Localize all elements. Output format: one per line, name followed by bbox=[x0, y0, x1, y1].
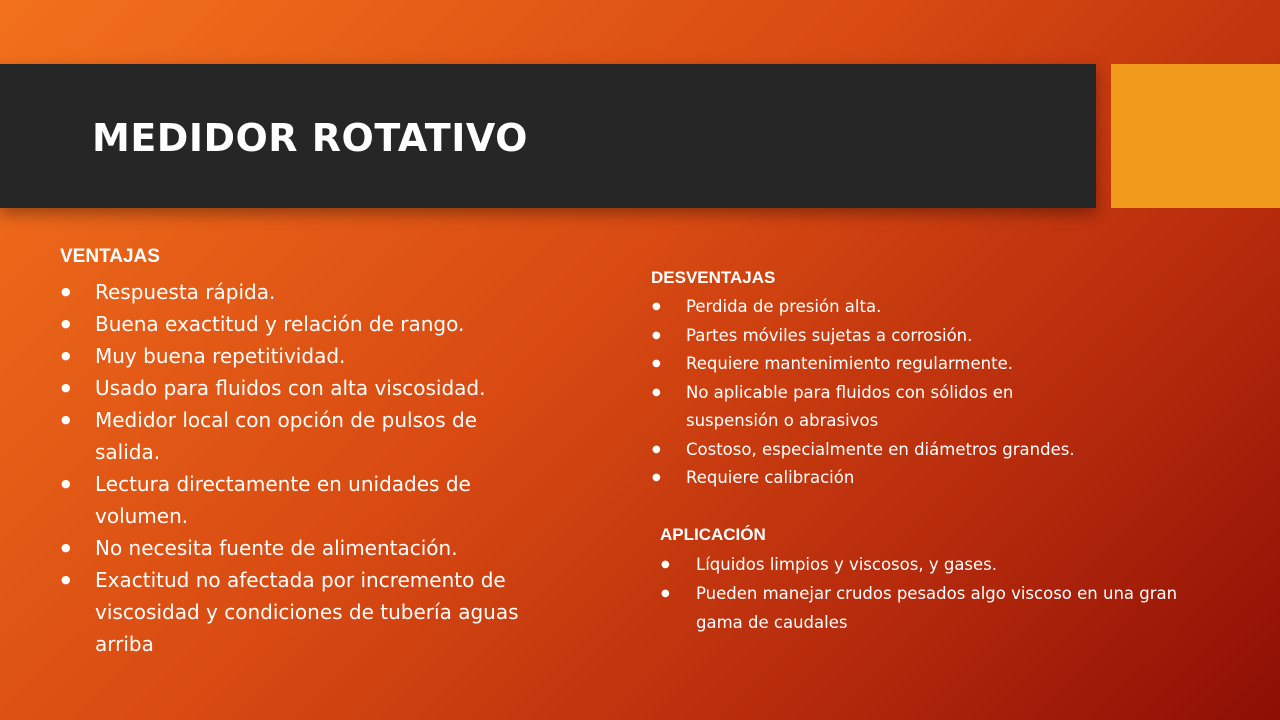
ventajas-item: ● Buena exactitud y relación de rango. bbox=[60, 308, 560, 340]
slide-title: MEDIDOR ROTATIVO bbox=[92, 116, 528, 160]
accent-square bbox=[1111, 64, 1280, 208]
ventajas-item: ● No necesita fuente de alimentación. bbox=[60, 532, 560, 564]
desventajas-item: ● Requiere mantenimiento regularmente. bbox=[651, 350, 1171, 379]
ventajas-item: ● Medidor local con opción de pulsos de salida. bbox=[60, 404, 535, 468]
aplicacion-heading: APLICACIÓN bbox=[660, 525, 766, 544]
ventajas-item: ● Lectura directamente en unidades de volumen. bbox=[60, 468, 535, 532]
ventajas-list bbox=[60, 276, 560, 660]
desventajas-section bbox=[651, 266, 1171, 493]
desventajas-item: ● Costoso, especialmente en diámetros grandes. bbox=[651, 436, 1171, 465]
desventajas-list bbox=[651, 293, 1171, 493]
desventajas-heading: DESVENTAJAS bbox=[651, 268, 776, 287]
aplicacion-item: ● Líquidos limpios y viscosos, y gases. bbox=[660, 550, 1230, 579]
ventajas-item: ● Muy buena repetitividad. bbox=[60, 340, 560, 372]
desventajas-item: ● Requiere calibración bbox=[651, 464, 1171, 493]
ventajas-item: ● Respuesta rápida. bbox=[60, 276, 560, 308]
ventajas-heading: VENTAJAS bbox=[60, 246, 160, 267]
aplicacion-section bbox=[660, 523, 1230, 637]
aplicacion-item: ● Pueden manejar crudos pesados algo viscoso en una gran gama de caudales bbox=[660, 579, 1216, 637]
ventajas-section bbox=[60, 244, 560, 660]
aplicacion-list bbox=[660, 550, 1230, 637]
desventajas-item: ● Perdida de presión alta. bbox=[651, 293, 1171, 322]
desventajas-item: ● No aplicable para fluidos con sólidos en suspensión o abrasivos bbox=[651, 379, 1091, 436]
ventajas-item: ● Usado para fluidos con alta viscosidad. bbox=[60, 372, 560, 404]
desventajas-item: ● Partes móviles sujetas a corrosión. bbox=[651, 322, 1171, 351]
ventajas-item: ● Exactitud no afectada por incremento de viscosidad y condiciones de tubería aguas arriba bbox=[60, 564, 575, 660]
